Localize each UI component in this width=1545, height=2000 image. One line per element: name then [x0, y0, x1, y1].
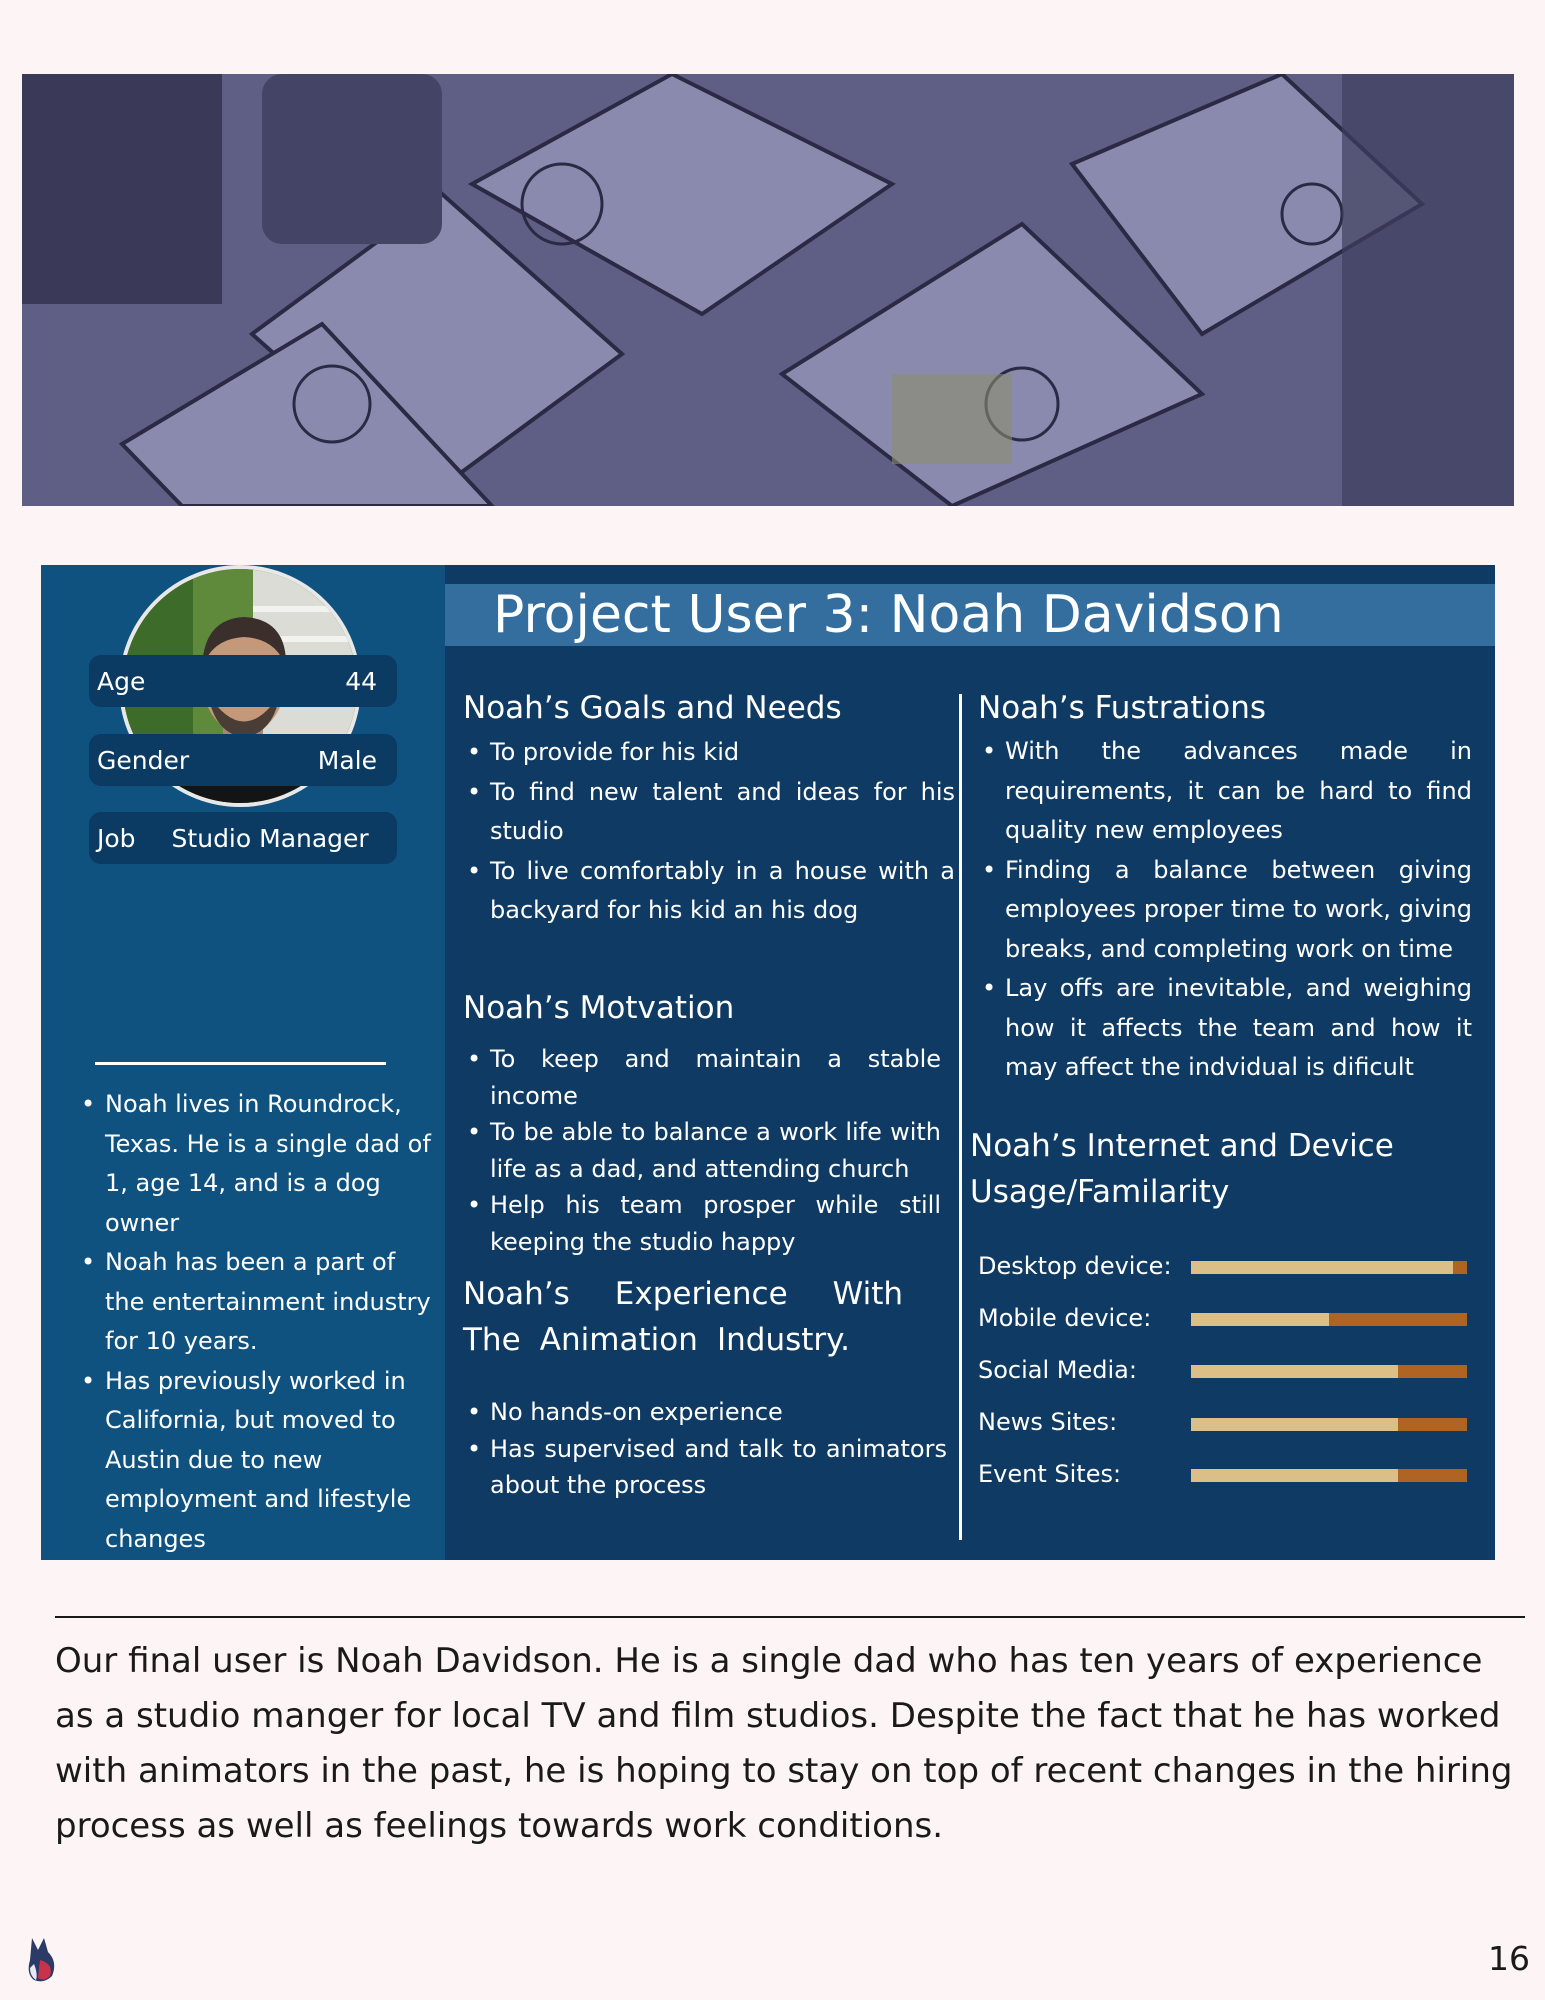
- list-item: • No hands-on experience: [463, 1394, 947, 1431]
- list-item: • With the advances made in requirements, it can be hard to find quality new employees: [978, 732, 1472, 851]
- motivation-heading: Noah’s Motvation: [463, 990, 735, 1026]
- gender-value: Male: [317, 745, 377, 775]
- usage-heading: Noah’s Internet and Device Usage/Familarity: [970, 1128, 1394, 1210]
- list-item: • To find new talent and ideas for his studio: [463, 773, 955, 852]
- profile-column: [41, 565, 445, 1560]
- usage-bar: [1191, 1365, 1467, 1378]
- usage-label: News Sites:: [978, 1408, 1118, 1436]
- list-item: • To keep and maintain a stable income: [463, 1041, 941, 1114]
- usage-bar: [1191, 1418, 1467, 1431]
- list-item: • Has supervised and talk to animators about the process: [463, 1431, 947, 1504]
- goals-list: [463, 733, 955, 931]
- goals-heading: Noah’s Goals and Needs: [463, 690, 842, 726]
- list-item: • To live comfortably in a house with a backyard for his kid an his dog: [463, 852, 955, 931]
- gender-label: Gender: [97, 745, 190, 775]
- profile-divider: [95, 1062, 386, 1065]
- page-title: Project User 3: Noah Davidson: [493, 585, 1284, 645]
- persona-card: [41, 565, 1495, 1560]
- usage-bar: [1191, 1313, 1467, 1326]
- usage-bar-fill: [1191, 1469, 1398, 1482]
- list-item: • Noah lives in Roundrock, Texas. He is a single dad of 1, age 14, and is a dog owner: [81, 1085, 431, 1243]
- usage-label: Social Media:: [978, 1356, 1137, 1384]
- usage-bar-fill: [1191, 1261, 1453, 1274]
- list-item: • To be able to balance a work life with life as a dad, and attending church: [463, 1114, 941, 1187]
- list-item: • Has previously worked in California, but moved to Austin due to new employment and lifestyle changes: [81, 1362, 431, 1560]
- job-field: [89, 812, 397, 864]
- fox-logo-icon: [24, 1934, 60, 1988]
- age-field: [89, 655, 397, 707]
- list-item: • Help his team prosper while still keeping the studio happy: [463, 1187, 941, 1260]
- hero-image: [22, 74, 1514, 506]
- list-item: • Lay offs are inevitable, and weighing how it affects the team and how it may affect the indvidual is dificult: [978, 969, 1472, 1088]
- title-bar: [445, 584, 1495, 646]
- gender-field: [89, 734, 397, 786]
- list-item: • Noah has been a part of the entertainment industry for 10 years.: [81, 1243, 431, 1362]
- usage-bar-fill: [1191, 1313, 1329, 1326]
- usage-label: Event Sites:: [978, 1460, 1122, 1488]
- job-value: Studio Manager: [171, 823, 369, 853]
- age-label: Age: [97, 666, 146, 696]
- frustrations-heading: Noah’s Fustrations: [978, 690, 1267, 726]
- summary-paragraph: Our final user is Noah Davidson. He is a single dad who has ten years of experience as a studio manger for local TV and film studios. Despite the fact that he has worked with animators in the past, he is hoping to stay on top of recent changes in the hiring process as well as feelings towards work conditions.: [55, 1641, 1513, 1846]
- motivation-list: [463, 1041, 941, 1260]
- usage-label: Mobile device:: [978, 1304, 1152, 1332]
- frustrations-list: [978, 732, 1472, 1088]
- page-number: 16: [1488, 1939, 1530, 1978]
- section-rule: [55, 1616, 1525, 1618]
- experience-list: [463, 1394, 947, 1504]
- column-divider: [959, 694, 962, 1540]
- usage-bar-fill: [1191, 1365, 1398, 1378]
- list-item: • Finding a balance between giving employees proper time to work, giving breaks, and completing work on time: [978, 851, 1472, 970]
- experience-heading: Noah’s Experience With The Animation Industry.: [463, 1276, 903, 1358]
- age-value: 44: [345, 666, 377, 696]
- job-label: Job: [97, 823, 136, 853]
- usage-bar: [1191, 1469, 1467, 1482]
- usage-label: Desktop device:: [978, 1252, 1172, 1280]
- bio-list: [81, 1085, 431, 1559]
- usage-bar-fill: [1191, 1418, 1398, 1431]
- usage-bar: [1191, 1261, 1467, 1274]
- list-item: • To provide for his kid: [463, 733, 955, 773]
